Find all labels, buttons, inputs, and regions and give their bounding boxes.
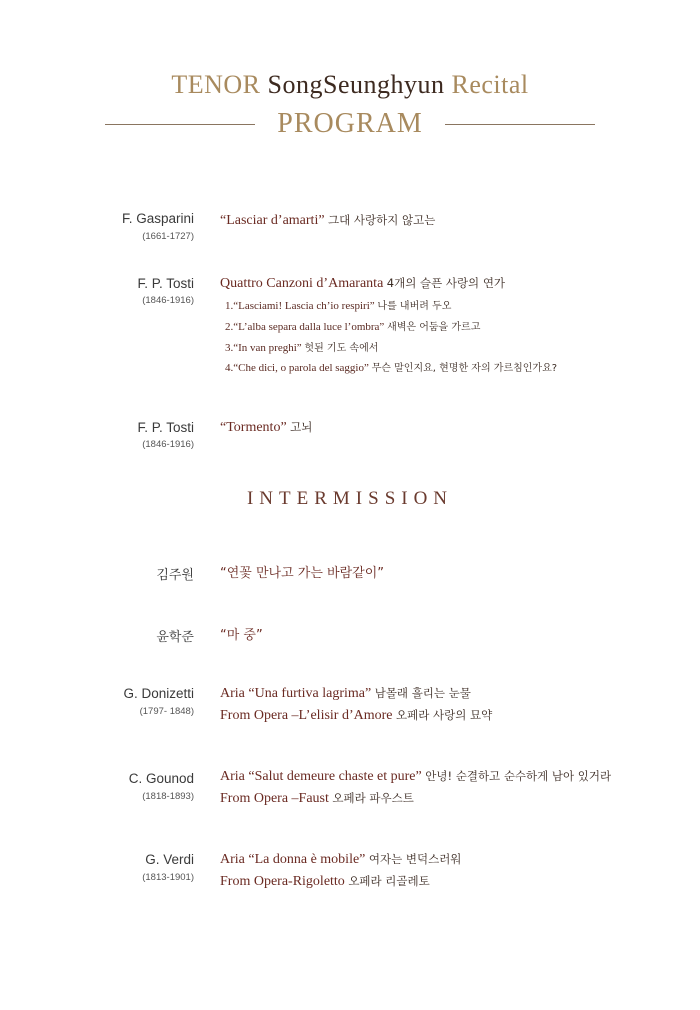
song-item [225, 359, 557, 374]
song-item-korean: 새벽은 어둠을 가르고 [387, 322, 481, 333]
work-title: “연꽃 만나고 가는 바람같이” [220, 566, 385, 581]
opera-title [220, 873, 430, 890]
aria-title-korean: 안녕! 순결하고 순수하게 남아 있거라 [425, 769, 612, 783]
composer-name: F. Gasparini [121, 211, 194, 226]
opera-title-original: From Opera –Faust [220, 791, 329, 806]
intermission-heading: INTERMISSION [246, 488, 454, 509]
composer-name: G. Donizetti [123, 686, 194, 701]
composer-years: (1846-1916) [142, 295, 194, 306]
opera-title-original: From Opera –L’elisir d’Amore [220, 708, 393, 723]
song-item [225, 297, 451, 312]
divider-right [445, 124, 595, 125]
aria-title-original: Aria “La donna è mobile” [220, 852, 366, 867]
aria-title-original: Aria “Salut demeure chaste et pure” [220, 769, 422, 784]
work-title-korean: 4개의 슬픈 사랑의 연가 [386, 276, 506, 290]
divider-left [105, 124, 255, 125]
composer-years: (1818-1893) [142, 791, 194, 802]
aria-title [220, 768, 611, 785]
work-title-original: “Tormento” [220, 420, 287, 435]
song-item [225, 339, 378, 354]
opera-title [220, 790, 414, 807]
work-title-korean: 고뇌 [290, 420, 313, 434]
composer-name: 김주원 [156, 568, 194, 583]
song-item-original: 1.“Lasciami! Lascia ch’io respiri” [225, 300, 375, 312]
composer-years: (1846-1916) [142, 439, 194, 450]
aria-title-korean: 여자는 변덕스러워 [368, 852, 462, 866]
song-item-original: 2.“L’alba separa dalla luce l’ombra” [225, 321, 385, 333]
opera-title [220, 707, 492, 724]
song-item-korean: 헛된 기도 속에서 [304, 343, 379, 354]
opera-title-korean: 오페라 사랑의 묘약 [396, 708, 493, 722]
composer-years: (1797- 1848) [139, 706, 194, 717]
opera-title-korean: 오페라 파우스트 [332, 791, 414, 805]
work-title [220, 275, 505, 292]
title-singer-name: SongSeunghyun [267, 70, 445, 99]
song-item [225, 318, 480, 333]
title-recital: Recital [444, 70, 529, 99]
aria-title-original: Aria “Una furtiva lagrima” [220, 686, 372, 701]
program-title: PROGRAM [277, 108, 423, 139]
aria-title [220, 851, 461, 868]
work-title-original: “Lasciar d’amarti” [220, 213, 325, 228]
opera-title-original: From Opera-Rigoletto [220, 874, 345, 889]
composer-years: (1661-1727) [142, 231, 194, 242]
recital-title [0, 70, 700, 100]
composer-name: G. Verdi [145, 852, 194, 867]
title-tenor: TENOR [171, 70, 268, 99]
song-item-original: 3.“In van preghi” [225, 342, 302, 354]
work-title-korean: 그대 사랑하지 않고는 [328, 213, 436, 227]
aria-title-korean: 남몰래 흘리는 눈물 [374, 686, 471, 700]
song-item-korean: 무슨 말인지요, 현명한 자의 가르침인가요? [371, 363, 558, 374]
composer-name: F. P. Tosti [137, 420, 194, 435]
work-title [220, 212, 435, 229]
composer-name: C. Gounod [128, 771, 194, 786]
opera-title-korean: 오페라 리골레토 [348, 874, 430, 888]
composer-name: 윤학준 [156, 630, 194, 645]
aria-title [220, 685, 471, 702]
song-item-original: 4.“Che dici, o parola del saggio” [225, 362, 369, 374]
composer-years: (1813-1901) [142, 872, 194, 883]
work-title [220, 419, 312, 436]
program-heading [105, 104, 595, 144]
song-item-korean: 나를 내버려 두오 [377, 301, 452, 312]
work-title-original: Quattro Canzoni d’Amaranta [220, 276, 384, 291]
work-title: “마 중” [220, 628, 263, 643]
composer-name: F. P. Tosti [137, 276, 194, 291]
